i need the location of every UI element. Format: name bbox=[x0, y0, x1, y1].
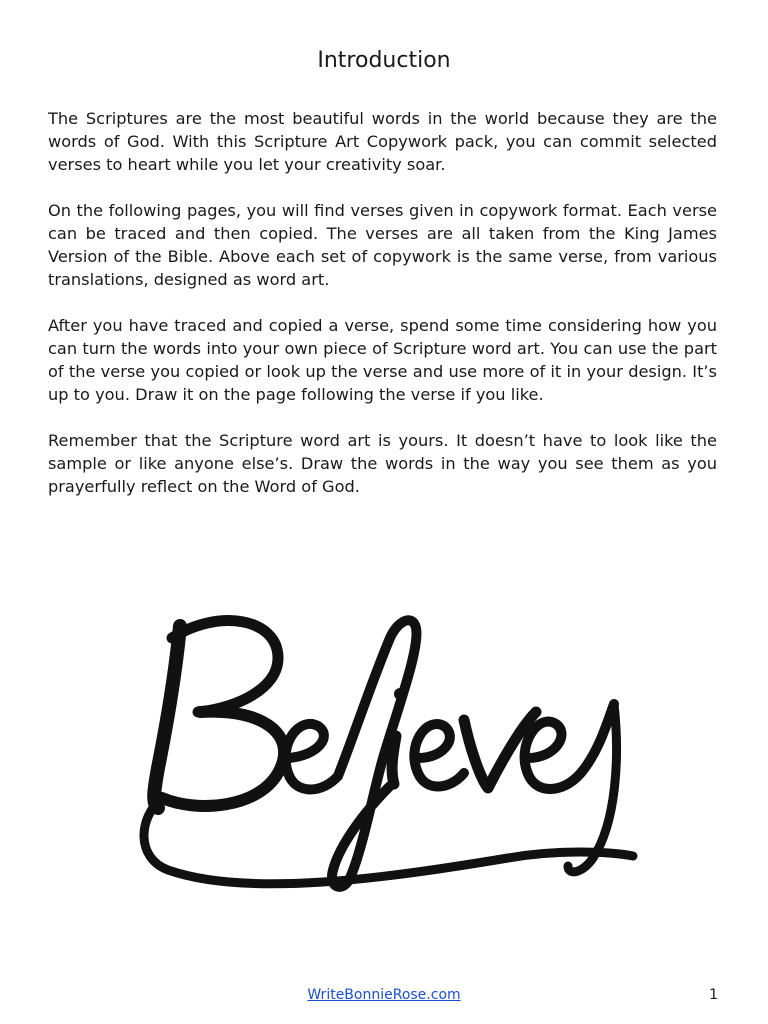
paragraph-3: After you have traced and copied a verse, spend some time considering how you can turn the words into your own piece of Scripture word art. You can use the part of the verse you copied or look up the verse and use more of it in your design. It’s up to you. Draw it on the page following the verse if you like. bbox=[48, 316, 717, 404]
paragraph-4: Remember that the Scripture word art is yours. It doesn’t have to look like the sample or like anyone else’s. Draw the words in the way you see them as you prayerfully reflect on the Word of God. bbox=[48, 431, 717, 496]
i-dot-mark bbox=[394, 688, 406, 700]
believe-word-art bbox=[128, 608, 648, 898]
body-text bbox=[48, 107, 717, 521]
paragraph-2: On the following pages, you will find verses given in copywork format. Each verse can be traced and then copied. The verses are all taken from the King James Version of the Bible. Above each set of copywork is the same verse, from various translations, designed as word art. bbox=[48, 201, 717, 289]
paragraph-1: The Scriptures are the most beautiful words in the world because they are the words of God. With this Scripture Art Copywork pack, you can commit selected verses to heart while you let your creativity soar. bbox=[48, 109, 717, 174]
website-link[interactable]: WriteBonnieRose.com bbox=[307, 987, 461, 1003]
page-title: Introduction bbox=[317, 48, 451, 73]
believe-lettering-image bbox=[128, 608, 648, 898]
footer-website bbox=[0, 985, 768, 1005]
page-number: 1 bbox=[709, 987, 718, 1003]
